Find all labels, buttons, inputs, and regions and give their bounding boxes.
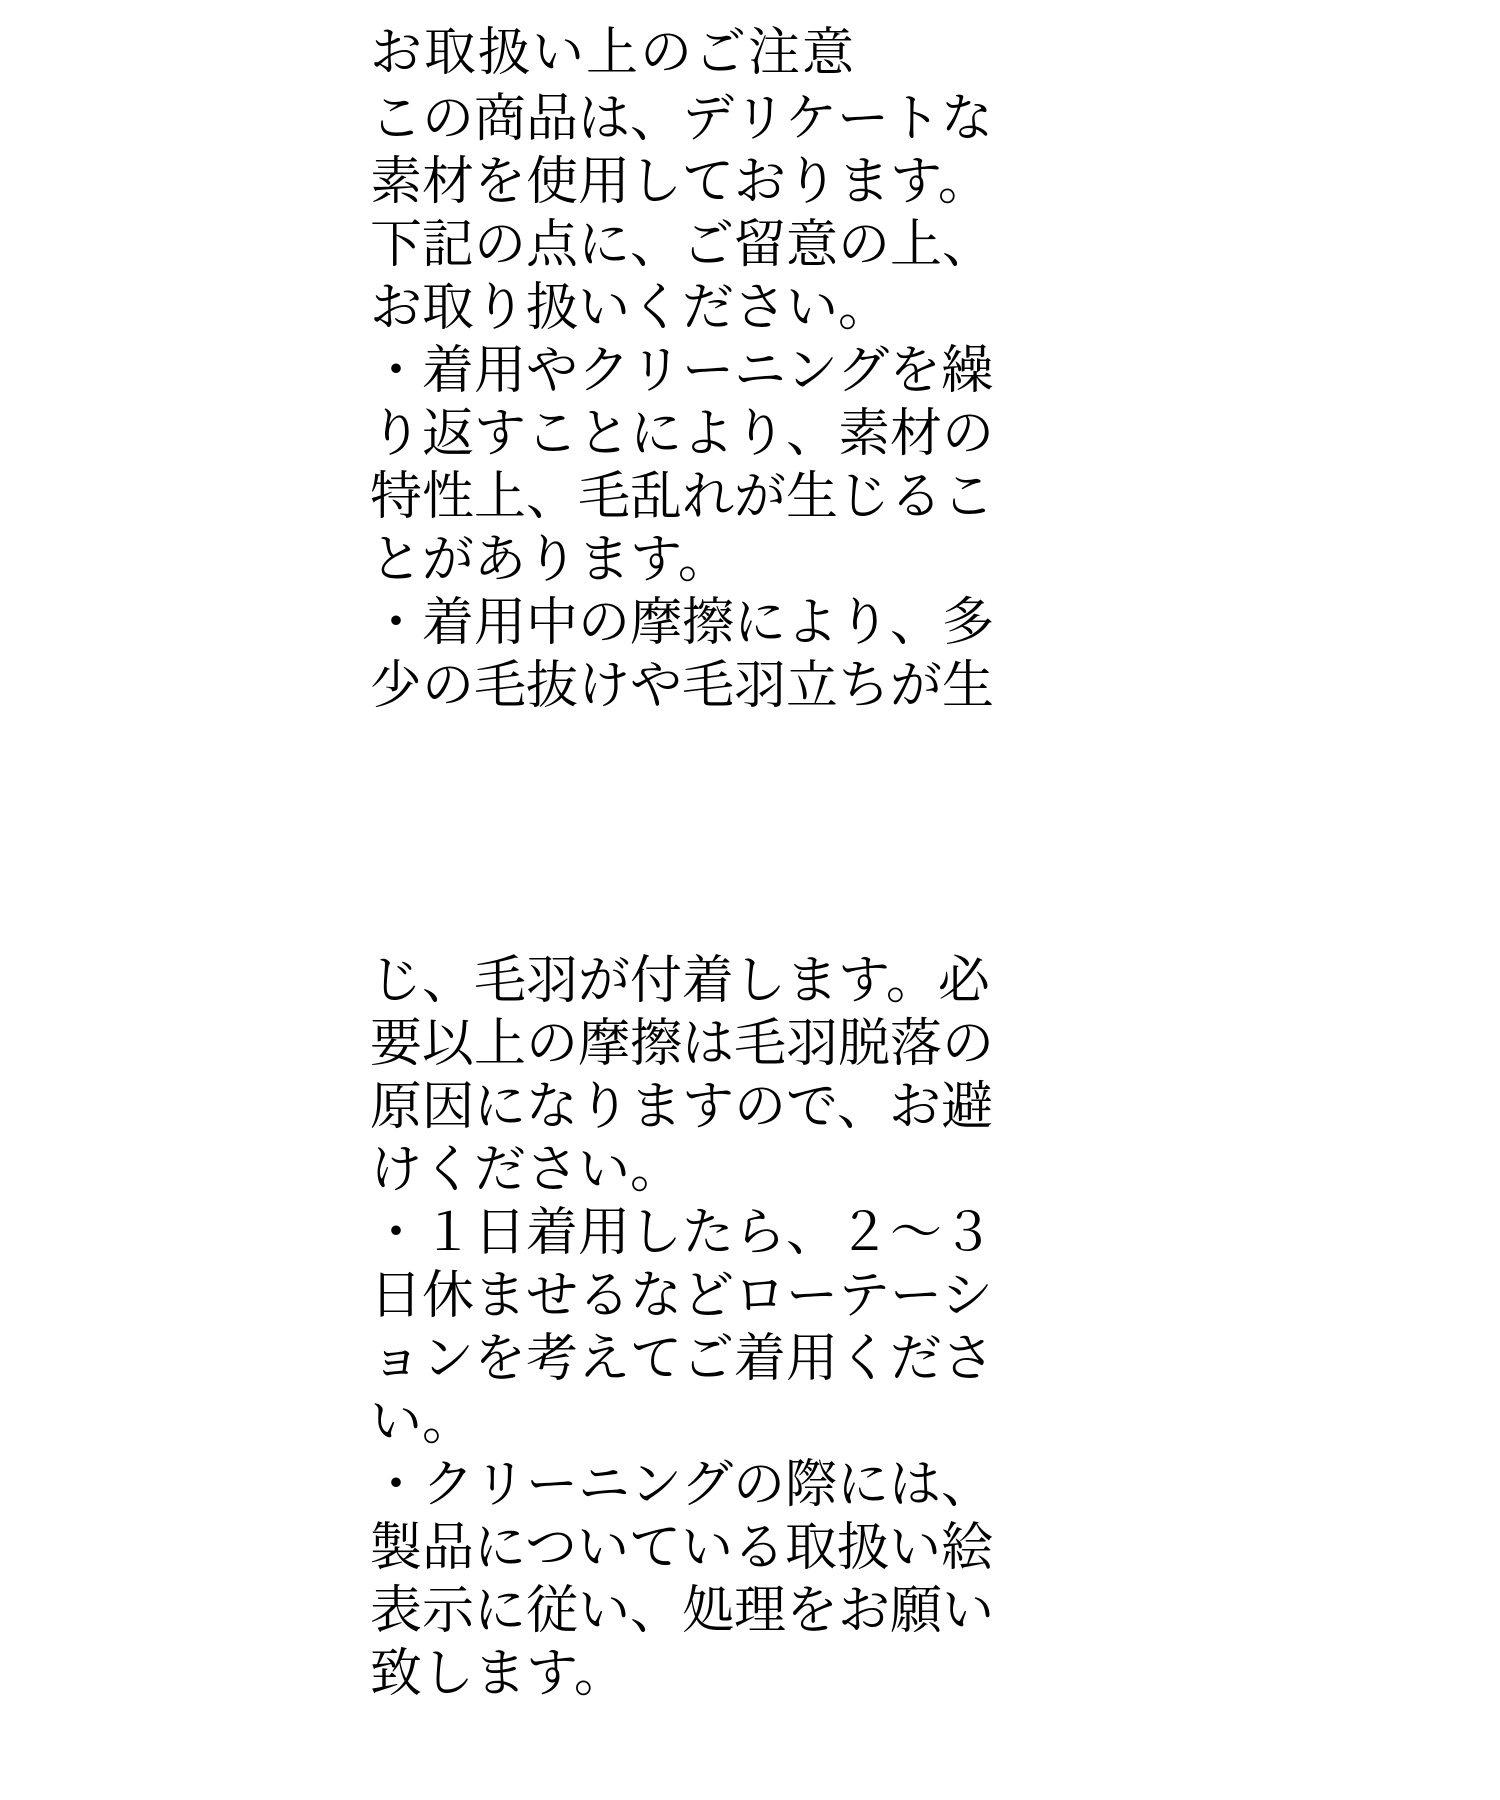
text-line: 下記の点に、ご留意の上、 [370,215,995,275]
text-line: 原因になりますので、お避 [370,1077,993,1137]
text-line: 要以上の摩擦は毛羽脱落の [370,1014,995,1074]
text-line: ・１日着用したら、２～３ [370,1203,995,1263]
text-line: けください。 [370,1140,683,1200]
text-line: い。 [370,1392,475,1452]
text-line: 少の毛抜けや毛羽立ちが生 [370,656,995,716]
text-line: 素材を使用しております。 [370,152,990,212]
text-line: この商品は、デリケートな [370,89,993,149]
page-title: お取扱い上のご注意 [370,23,857,83]
text-line: 表示に従い、処理をお願い [370,1581,995,1641]
text-line: ・着用中の摩擦により、多 [370,593,995,653]
text-line: じ、毛羽が付着します。必 [370,951,990,1011]
notice-section-two [370,950,1130,1706]
text-line: ・着用やクリーニングを繰 [370,341,993,401]
text-line: 特性上、毛乱れが生じるこ [370,467,995,527]
notice-section-one [370,88,1130,718]
text-line: ョンを考えてご着用くださ [370,1329,995,1389]
text-line: り返すことにより、素材の [370,404,995,464]
text-line: お取り扱いください。 [370,278,891,338]
text-line: 致します。 [370,1644,626,1704]
text-line: とがあります。 [370,530,730,590]
text-line: 製品についている取扱い絵 [370,1518,993,1578]
text-line: 日休ませるなどローテーシ [370,1266,993,1326]
text-line: ・クリーニングの際には、 [370,1455,993,1515]
